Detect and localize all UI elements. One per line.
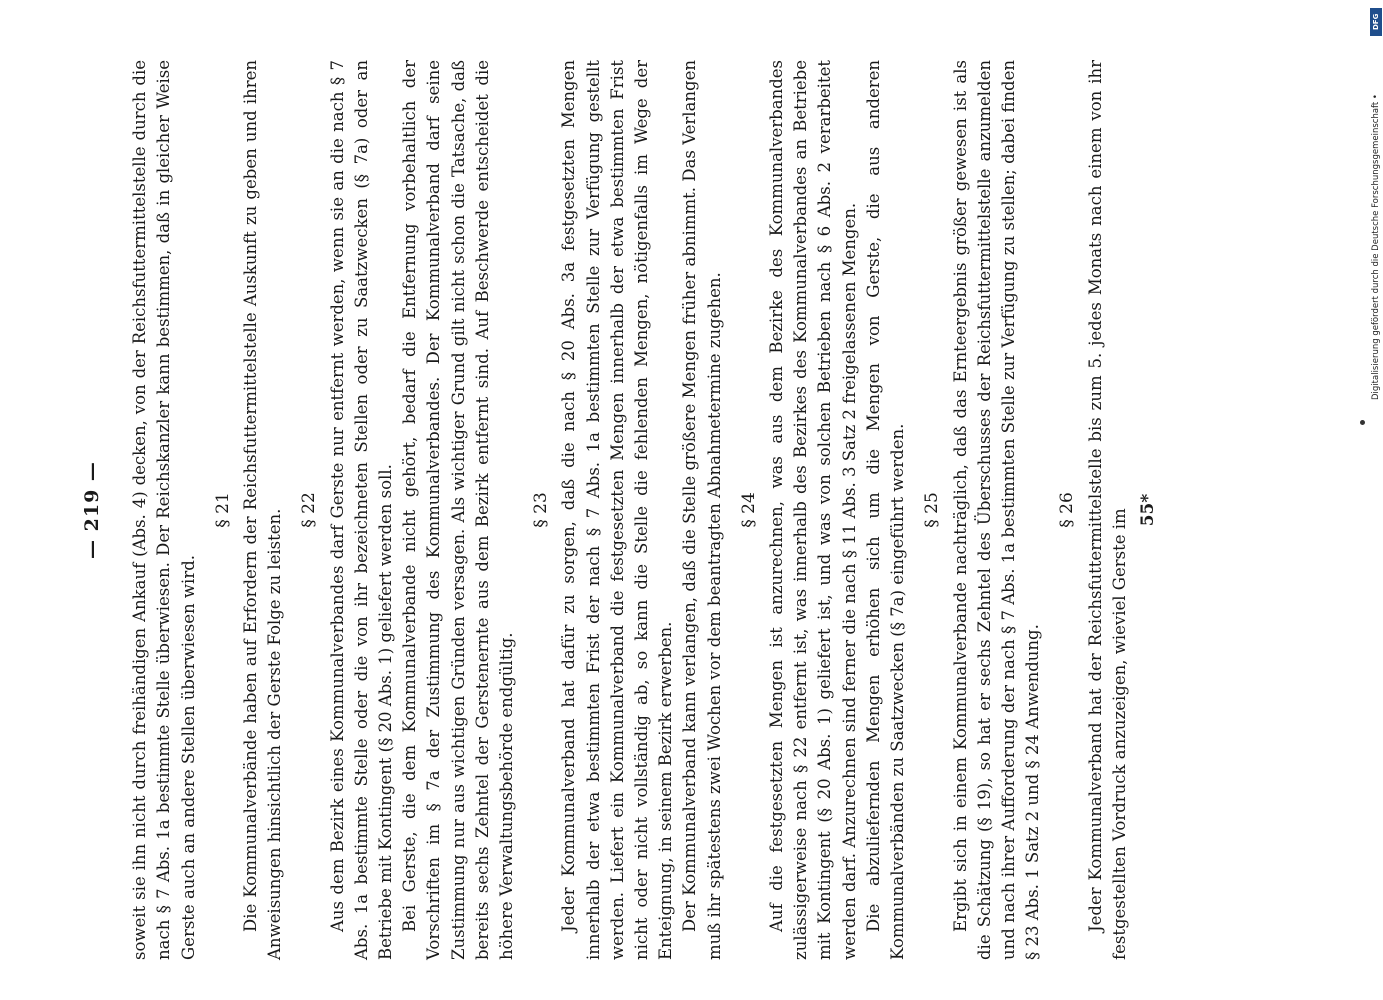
page-number: — 219 — — [81, 461, 103, 559]
paragraph: Der Kommunalverband kann verlangen, daß die Stelle größere Mengen früher abnimmt. Das Verlangen muß ihr spätestens zwei Wochen vor dem beantragten Abnahmetermine zugehen. — [680, 60, 724, 960]
dfg-logo-icon: DFG — [1370, 8, 1382, 36]
section-heading: § 21 — [212, 492, 233, 528]
section-heading: § 24 — [738, 492, 759, 528]
section-heading: § 22 — [299, 492, 320, 528]
paragraph: Jeder Kommunalverband hat der Reichsfuttermittelstelle bis zum 5. jedes Monats nach einem von ihr festgestellten Vordruck anzuzeigen, wieviel Gerste im — [1085, 60, 1129, 960]
document-page — [80, 60, 1250, 960]
paragraph: Bei Gerste, die dem Kommunalverbande nicht gehört, bedarf die Entfernung vorbehaltlich der Vorschriften im § 7a der Zustimmung des Kommunalverbandes. Der Kommunalverband darf seine Zustimmung nur aus wichtigen Gründen versagen. Als wichtiger Grund gilt nicht schon die Tatsache, daß bereits sechs Zehntel der Gerstenernte aus dem Bezirk entfernt sind. Auf Beschwerde entscheidet die höhere Verwaltungsbehörde endgültig. — [400, 60, 517, 960]
section-heading: § 23 — [531, 492, 552, 528]
paragraph: Die abzuliefernden Mengen erhöhen sich um die Mengen von Gerste, die aus anderen Kommunalverbänden zu Saatzwecken (§ 7a) eingeführt werden. — [863, 60, 908, 960]
paragraph: Die Kommunalverbände haben auf Erfordern der Reichsfuttermittelstelle Auskunft zu geben und ihren Anweisungen hinsichtlich der Gerste Folge zu leisten. — [241, 60, 285, 960]
paragraph: Ergibt sich in einem Kommunalverbande nachträglich, daß das Ernteergebnis größer gewesen ist als die Schätzung (§ 19), so hat er sechs Zehntel des Überschusses der Reichsfuttermittelstelle anzumelden und nach ihrer Aufforderung der nach § 7 Abs. 1a bestimmten Stelle zur Verfügung zu stellen; dabei finden § 23 Abs. 1 Satz 2 und § 24 Anwendung. — [950, 60, 1043, 960]
signature-mark: 55* — [1137, 493, 1158, 527]
body-text — [128, 60, 1132, 960]
scan-speck — [1360, 420, 1365, 425]
paragraph: Jeder Kommunalverband hat dafür zu sorgen, daß die nach § 20 Abs. 3a festgesetzten Mengen innerhalb der etwa bestimmten Frist der nach § 7 Abs. 1a bestimmten Stelle zur Verfügung gestellt werden. Liefert ein Kommunalverband die festgesetzten Mengen innerhalb der etwa bestimmten Frist nicht oder nicht vollständig ab, so kann die Stelle die fehlenden Mengen, nötigenfalls im Wege der Enteignung, in seinem Bezirk erwerben. — [559, 60, 676, 960]
paragraph: Auf die festgesetzten Mengen ist anzurechnen, was aus dem Bezirke des Kommunalverbandes zulässigerweise nach § 22 entfernt ist, was innerhalb des Bezirkes des Kommunalverbandes an Betriebe mit Kontingent (§ 20 Abs. 1) geliefert ist, und was von solchen Betrieben nach § 6 Abs. 2 verarbeitet werden darf. Anzurechnen sind ferner die nach § 11 Abs. 3 Satz 2 freigelassenen Mengen. — [767, 60, 859, 960]
section-heading: § 25 — [922, 492, 943, 528]
digitization-credit: Digitalisierung gefördert durch die Deutsche Forschungsgemeinschaft • — [1371, 94, 1381, 400]
paragraph: Aus dem Bezirk eines Kommunalverbandes darf Gerste nur entfernt werden, wenn sie an die nach § 7 Abs. 1a bestimmte Stelle oder die von ihr bezeichneten Stellen oder zu Saatzwecken (§ 7a) oder an Betriebe mit Kontingent (§ 20 Abs. 1) geliefert werden soll. — [327, 60, 396, 960]
section-heading: § 26 — [1057, 492, 1078, 528]
paragraph: soweit sie ihn nicht durch freihändigen Ankauf (Abs. 4) decken, von der Reichsfuttermittelstelle durch die nach § 7 Abs. 1a bestimmte Stelle überwiesen. Der Reichskanzler kann bestimmen, daß in gleicher Weise Gerste auch an andere Stellen überwiesen wird. — [130, 60, 198, 960]
